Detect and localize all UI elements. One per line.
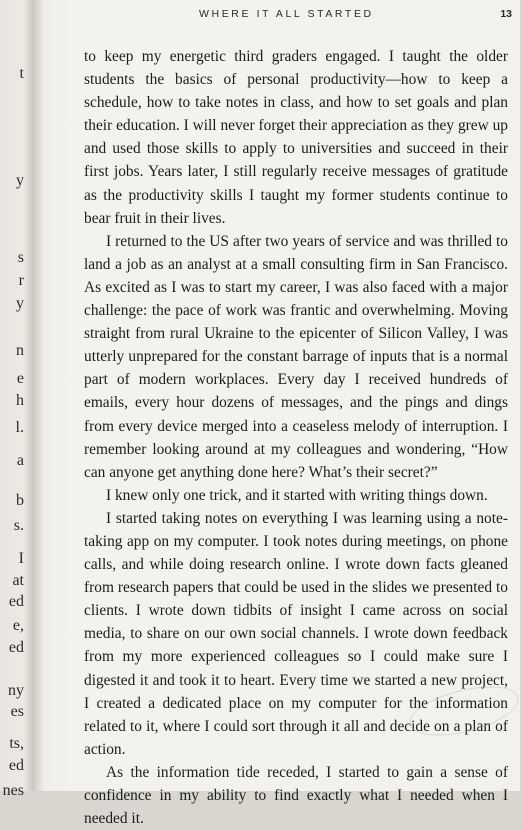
previous-page-fragment: y — [16, 172, 24, 189]
previous-page-fragment: ed — [8, 593, 24, 610]
running-title: WHERE IT ALL STARTED — [199, 8, 374, 20]
previous-page-fragment: nes — [2, 782, 24, 799]
previous-page-fragment: h — [16, 392, 24, 409]
book-page — [34, 0, 520, 828]
previous-page-fragment: e — [16, 370, 24, 387]
running-head — [34, 8, 520, 22]
paragraph-2: I returned to the US after two years of service and was thrilled to land a job as an analyst at a small consulting firm in San Francisco. As excited as I was to start my career, I was also faced with a major challenge: the pace of work was frantic and overwhelming. Moving straight from rural Ukraine to the epicenter of Silicon Valley, I was utterly unprepared for the constant barrage of inputs that is a normal part of modern workplaces. Every day I received hundreds of emails, every hour dozens of messages, and the pings and dings from every device merged into a ceaseless melody of interruption. I remember looking around at my colleagues and wondering, “How can anyone get anything done here? What’s their secret?” — [84, 232, 508, 481]
previous-page-fragment: y — [16, 295, 24, 312]
previous-page-fragment: r — [18, 272, 24, 289]
previous-page-fragment: t — [19, 65, 24, 82]
previous-page-fragment: b — [16, 492, 24, 509]
paragraph-5: As the information tide receded, I started to gain a sense of confidence in my ability to find exactly what I needed when I needed it. — [84, 763, 508, 828]
previous-page-fragment: ed — [8, 757, 24, 774]
previous-page-edge — [0, 0, 34, 799]
previous-page-fragment: n — [16, 342, 24, 359]
paragraph-3: I knew only one trick, and it started with writing things down. — [106, 486, 488, 504]
previous-page-fragment: I — [18, 550, 24, 567]
previous-page-fragment: ny — [8, 682, 24, 699]
previous-page-fragment: e, — [12, 617, 24, 634]
previous-page-fragment: a — [16, 452, 24, 469]
body-text — [84, 45, 508, 830]
previous-page-fragment: ts, — [9, 735, 24, 752]
previous-page-fragment: at — [12, 572, 24, 589]
previous-page-fragment: ed — [8, 639, 24, 656]
previous-page-fragment: es — [10, 703, 24, 720]
paragraph-4: I started taking notes on everything I was learning using a note-taking app on my computer. I took notes during meetings, on phone calls, and while doing research online. I wrote down facts gleaned from research papers that could be used in the slides we presented to clients. I wrote down tidbits of insight I came across on social media, to share on our own social channels. I wrote down feedback from my more experienced colleagues so I could make sure I digested it and took it to heart. Every time we started a new project, I created a dedicated place on my computer for the information related to it, where I could sort through it all and decide on a plan of action. — [84, 509, 508, 758]
previous-page-fragment: s — [17, 249, 24, 266]
previous-page-fragment: s. — [13, 517, 24, 534]
previous-page-fragment: l. — [15, 419, 24, 436]
page-number: 13 — [500, 8, 512, 20]
paragraph-1: to keep my energetic third graders engaged. I taught the older students the basics of personal productivity—how to keep a schedule, how to take notes in class, and how to set goals and plan their education. I will never forget their appreciation as they grew up and used those skills to apply to universities and succeed in their first jobs. Years later, I still regularly receive messages of gratitude as the productivity skills I taught my former students continue to bear fruit in their lives. — [84, 48, 508, 227]
